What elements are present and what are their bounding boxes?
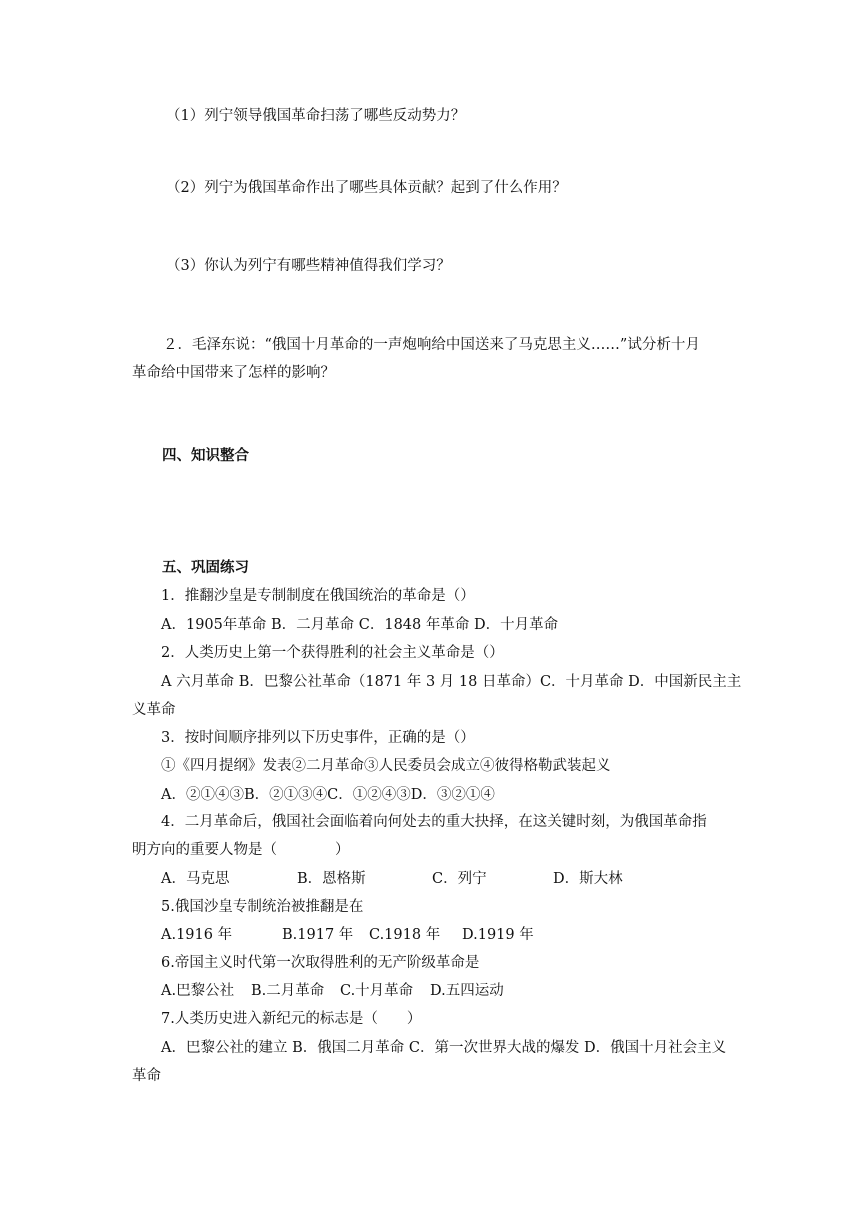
question-1-part-2: （2）列宁为俄国革命作出了哪些具体贡献？起到了什么作用？ [166, 180, 567, 196]
option-b: B．恩格斯 [297, 871, 366, 887]
exercise-1-question: 1．推翻沙皇是专制制度在俄国统治的革命是（） [161, 588, 475, 604]
question-2-line-1: ２．毛泽东说：“俄国十月革命的一声炮响给中国送来了马克思主义……”试分析十月 [163, 337, 700, 353]
question-2-line-2: 革命给中国带来了怎样的影响？ [132, 365, 335, 381]
option-b: B.二月革命 [251, 983, 325, 999]
question-1-part-3: （3）你认为列宁有哪些精神值得我们学习？ [166, 258, 451, 274]
option-a: A.巴黎公社 [161, 983, 235, 999]
option-c: C.1918 年 [369, 927, 441, 943]
exercise-2-options-line-2: 义革命 [132, 702, 176, 718]
section-heading-knowledge-integration: 四、知识整合 [162, 448, 249, 464]
exercise-4-options [161, 869, 623, 889]
option-b: B.1917 年 [282, 927, 354, 943]
option-d: D.1919 年 [462, 927, 534, 943]
exercise-7-question: 7.人类历史进入新纪元的标志是（ ） [161, 1011, 422, 1027]
exercise-2-question: 2．人类历史上第一个获得胜利的社会主义革命是（） [161, 645, 504, 661]
option-c: C．列宁 [432, 871, 487, 887]
exercise-6-options [161, 981, 504, 1001]
option-a: A.1916 年 [161, 927, 233, 943]
exercise-3-events: ①《四月提纲》发表②二月革命③人民委员会成立④彼得格勒武装起义 [161, 758, 611, 774]
exercise-7-options-line-2: 革命 [132, 1068, 161, 1084]
option-a: A．马克思 [161, 871, 230, 887]
exercise-3-question: 3．按时间顺序排列以下历史事件，正确的是（） [161, 730, 475, 746]
exercise-4-question-line-2: 明方向的重要人物是（ ） [132, 842, 350, 858]
exercise-4-question-line-1: 4．二月革命后，俄国社会面临着向何处去的重大抉择，在这关键时刻，为俄国革命指 [161, 814, 707, 830]
option-d: D.五四运动 [430, 983, 504, 999]
exercise-5-options [161, 925, 534, 945]
exercise-5-question: 5.俄国沙皇专制统治被推翻是在 [161, 899, 364, 915]
option-c: C.十月革命 [340, 983, 414, 999]
exercise-1-options: A．1905年革命 B．二月革命 C．1848 年革命 D．十月革命 [161, 617, 559, 633]
exercise-6-question: 6.帝国主义时代第一次取得胜利的无产阶级革命是 [161, 955, 480, 971]
exercise-2-options-line-1: A 六月革命 B．巴黎公社革命（1871 年 3 月 18 日革命）C．十月革命 D．中国新民主主 [161, 674, 742, 690]
section-heading-practice: 五、巩固练习 [162, 560, 249, 576]
question-1-part-1: （1）列宁领导俄国革命扫荡了哪些反动势力？ [166, 108, 466, 124]
exercise-3-options: A．②①④③B．②①③④C．①②④③D．③②①④ [161, 787, 495, 803]
exercise-7-options-line-1: A．巴黎公社的建立 B．俄国二月革命 C．第一次世界大战的爆发 D．俄国十月社会主义 [161, 1040, 727, 1056]
option-d: D．斯大林 [553, 871, 623, 887]
